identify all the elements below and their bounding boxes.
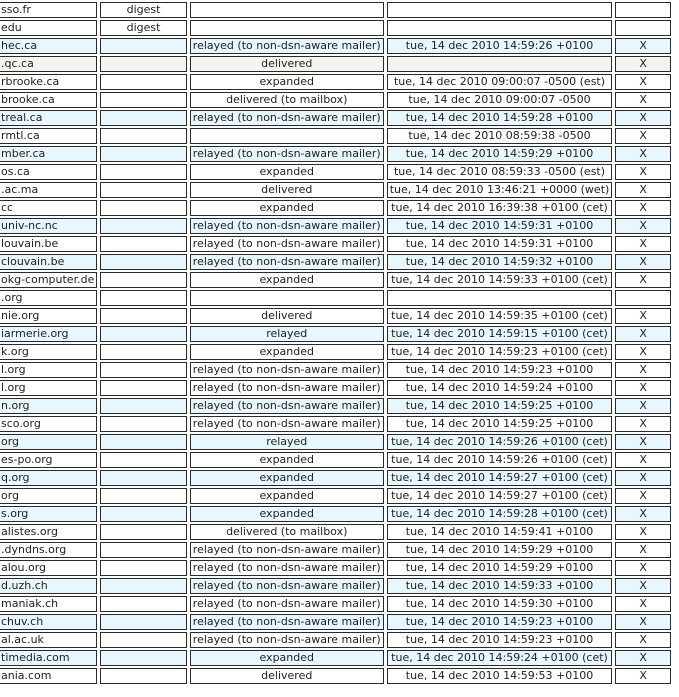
domain-cell: alou.org <box>0 560 97 576</box>
domain-cell: univ-nc.nc <box>0 218 97 234</box>
date-cell <box>387 56 613 72</box>
table-row <box>0 110 671 126</box>
mark-cell: X <box>615 326 671 342</box>
delivery-mode-cell: digest <box>100 20 186 36</box>
delivery-mode-cell <box>100 56 186 72</box>
table-row <box>0 200 671 216</box>
date-cell: tue, 14 dec 2010 14:59:25 +0100 <box>387 398 613 414</box>
status-cell: relayed (to non-dsn-aware mailer) <box>190 614 384 630</box>
delivery-mode-cell <box>100 524 186 540</box>
mark-cell: X <box>615 344 671 360</box>
status-cell: relayed (to non-dsn-aware mailer) <box>190 146 384 162</box>
date-cell: tue, 14 dec 2010 14:59:27 +0100 (cet) <box>387 470 613 486</box>
status-cell: relayed (to non-dsn-aware mailer) <box>190 542 384 558</box>
status-cell: expanded <box>190 74 384 90</box>
table-row <box>0 164 671 180</box>
delivery-mode-cell <box>100 488 186 504</box>
date-cell <box>387 20 613 36</box>
delivery-mode-cell <box>100 362 186 378</box>
status-cell: expanded <box>190 506 384 522</box>
status-cell: relayed (to non-dsn-aware mailer) <box>190 416 384 432</box>
status-cell: delivered <box>190 182 384 198</box>
date-cell: tue, 14 dec 2010 14:59:31 +0100 <box>387 236 613 252</box>
domain-cell: sco.org <box>0 416 97 432</box>
status-cell: delivered (to mailbox) <box>190 524 384 540</box>
domain-cell: iarmerie.org <box>0 326 97 342</box>
date-cell: tue, 14 dec 2010 14:59:26 +0100 <box>387 38 613 54</box>
mark-cell <box>615 20 671 36</box>
mark-cell: X <box>615 614 671 630</box>
mark-cell: X <box>615 146 671 162</box>
mark-cell: X <box>615 398 671 414</box>
mark-cell: X <box>615 164 671 180</box>
status-cell: relayed (to non-dsn-aware mailer) <box>190 560 384 576</box>
delivery-mode-cell <box>100 614 186 630</box>
mark-cell: X <box>615 452 671 468</box>
delivery-mode-cell <box>100 182 186 198</box>
domain-cell: d.uzh.ch <box>0 578 97 594</box>
table-row <box>0 614 671 630</box>
mark-cell: X <box>615 632 671 648</box>
delivery-mode-cell <box>100 146 186 162</box>
table-row <box>0 632 671 648</box>
domain-cell: .ac.ma <box>0 182 97 198</box>
delivery-mode-cell <box>100 164 186 180</box>
mark-cell: X <box>615 200 671 216</box>
mark-cell: X <box>615 362 671 378</box>
date-cell: tue, 14 dec 2010 14:59:41 +0100 <box>387 524 613 540</box>
date-cell: tue, 14 dec 2010 14:59:26 +0100 (cet) <box>387 434 613 450</box>
table-row <box>0 2 671 18</box>
status-cell: expanded <box>190 470 384 486</box>
table-row <box>0 56 671 72</box>
delivery-mode-cell <box>100 290 186 306</box>
table-row <box>0 542 671 558</box>
table-row <box>0 560 671 576</box>
domain-cell: treal.ca <box>0 110 97 126</box>
status-cell: relayed (to non-dsn-aware mailer) <box>190 578 384 594</box>
table-row <box>0 434 671 450</box>
table-body <box>0 2 671 684</box>
delivery-mode-cell <box>100 128 186 144</box>
domain-cell: louvain.be <box>0 236 97 252</box>
delivery-mode-cell <box>100 74 186 90</box>
mark-cell: X <box>615 560 671 576</box>
delivery-mode-cell <box>100 560 186 576</box>
mark-cell: X <box>615 92 671 108</box>
mark-cell: X <box>615 110 671 126</box>
date-cell: tue, 14 dec 2010 14:59:30 +0100 <box>387 596 613 612</box>
table-row <box>0 578 671 594</box>
domain-cell: sso.fr <box>0 2 97 18</box>
status-cell: expanded <box>190 344 384 360</box>
table-row <box>0 470 671 486</box>
delivery-mode-cell <box>100 542 186 558</box>
delivery-mode-cell <box>100 578 186 594</box>
domain-cell: okg-computer.de <box>0 272 97 288</box>
domain-cell: brooke.ca <box>0 92 97 108</box>
mark-cell: X <box>615 74 671 90</box>
delivery-mode-cell <box>100 632 186 648</box>
mark-cell: X <box>615 668 671 684</box>
table-row <box>0 272 671 288</box>
mark-cell <box>615 290 671 306</box>
mark-cell: X <box>615 308 671 324</box>
delivery-mode-cell <box>100 470 186 486</box>
domain-cell: n.org <box>0 398 97 414</box>
table-row <box>0 488 671 504</box>
mark-cell: X <box>615 182 671 198</box>
table-row <box>0 308 671 324</box>
table-row <box>0 254 671 270</box>
table-row <box>0 380 671 396</box>
mark-cell: X <box>615 488 671 504</box>
date-cell: tue, 14 dec 2010 14:59:25 +0100 <box>387 416 613 432</box>
date-cell: tue, 14 dec 2010 14:59:24 +0100 <box>387 380 613 396</box>
table-row <box>0 506 671 522</box>
date-cell: tue, 14 dec 2010 09:00:07 -0500 (est) <box>387 74 613 90</box>
date-cell: tue, 14 dec 2010 14:59:32 +0100 <box>387 254 613 270</box>
mark-cell: X <box>615 38 671 54</box>
status-cell: relayed (to non-dsn-aware mailer) <box>190 596 384 612</box>
delivery-mode-cell <box>100 452 186 468</box>
mark-cell: X <box>615 380 671 396</box>
status-cell: expanded <box>190 164 384 180</box>
table-row <box>0 20 671 36</box>
domain-cell: os.ca <box>0 164 97 180</box>
mark-cell: X <box>615 524 671 540</box>
table-row <box>0 290 671 306</box>
date-cell <box>387 2 613 18</box>
table-row <box>0 596 671 612</box>
delivery-mode-cell <box>100 650 186 666</box>
status-cell: delivered <box>190 308 384 324</box>
domain-cell: .dyndns.org <box>0 542 97 558</box>
delivery-mode-cell <box>100 434 186 450</box>
domain-cell: l.org <box>0 362 97 378</box>
status-cell: relayed (to non-dsn-aware mailer) <box>190 380 384 396</box>
table-row <box>0 182 671 198</box>
mark-cell: X <box>615 578 671 594</box>
date-cell: tue, 14 dec 2010 14:59:29 +0100 <box>387 560 613 576</box>
mark-cell: X <box>615 542 671 558</box>
delivery-mode-cell <box>100 326 186 342</box>
table-row <box>0 236 671 252</box>
status-cell: relayed <box>190 326 384 342</box>
status-cell: delivered <box>190 56 384 72</box>
table-row <box>0 398 671 414</box>
status-cell: expanded <box>190 272 384 288</box>
domain-cell: alistes.org <box>0 524 97 540</box>
status-cell: relayed (to non-dsn-aware mailer) <box>190 110 384 126</box>
table-row <box>0 650 671 666</box>
table-row <box>0 362 671 378</box>
date-cell: tue, 14 dec 2010 14:59:23 +0100 <box>387 362 613 378</box>
delivery-mode-cell <box>100 344 186 360</box>
status-cell: expanded <box>190 452 384 468</box>
delivery-mode-cell <box>100 380 186 396</box>
domain-cell: rbrooke.ca <box>0 74 97 90</box>
table-row <box>0 416 671 432</box>
domain-cell: k.org <box>0 344 97 360</box>
domain-cell: q.org <box>0 470 97 486</box>
mark-cell <box>615 2 671 18</box>
delivery-mode-cell <box>100 110 186 126</box>
date-cell: tue, 14 dec 2010 14:59:26 +0100 (cet) <box>387 452 613 468</box>
mark-cell: X <box>615 596 671 612</box>
table-row <box>0 668 671 684</box>
domain-cell: org <box>0 488 97 504</box>
date-cell: tue, 14 dec 2010 14:59:29 +0100 <box>387 542 613 558</box>
delivery-mode-cell <box>100 272 186 288</box>
delivery-mode-cell <box>100 236 186 252</box>
delivery-mode-cell <box>100 200 186 216</box>
date-cell: tue, 14 dec 2010 08:59:38 -0500 <box>387 128 613 144</box>
table-row <box>0 146 671 162</box>
status-cell <box>190 290 384 306</box>
domain-cell: es-po.org <box>0 452 97 468</box>
status-cell: relayed <box>190 434 384 450</box>
domain-cell: s.org <box>0 506 97 522</box>
mark-cell: X <box>615 272 671 288</box>
date-cell: tue, 14 dec 2010 14:59:23 +0100 <box>387 614 613 630</box>
domain-cell: hec.ca <box>0 38 97 54</box>
mark-cell: X <box>615 56 671 72</box>
table-row <box>0 128 671 144</box>
status-cell: delivered <box>190 668 384 684</box>
date-cell: tue, 14 dec 2010 14:59:27 +0100 (cet) <box>387 488 613 504</box>
mark-cell: X <box>615 650 671 666</box>
table-row <box>0 92 671 108</box>
date-cell: tue, 14 dec 2010 14:59:33 +0100 (cet) <box>387 272 613 288</box>
domain-cell: edu <box>0 20 97 36</box>
domain-cell: mber.ca <box>0 146 97 162</box>
date-cell: tue, 14 dec 2010 14:59:15 +0100 (cet) <box>387 326 613 342</box>
table-row <box>0 326 671 342</box>
status-cell: relayed (to non-dsn-aware mailer) <box>190 254 384 270</box>
delivery-mode-cell <box>100 668 186 684</box>
mark-cell: X <box>615 218 671 234</box>
status-cell: expanded <box>190 650 384 666</box>
domain-cell: rmtl.ca <box>0 128 97 144</box>
table-row <box>0 218 671 234</box>
date-cell: tue, 14 dec 2010 16:39:38 +0100 (cet) <box>387 200 613 216</box>
table-row <box>0 524 671 540</box>
date-cell: tue, 14 dec 2010 14:59:29 +0100 <box>387 146 613 162</box>
status-cell <box>190 128 384 144</box>
domain-cell: al.ac.uk <box>0 632 97 648</box>
date-cell: tue, 14 dec 2010 14:59:24 +0100 (cet) <box>387 650 613 666</box>
status-cell <box>190 2 384 18</box>
domain-cell: ania.com <box>0 668 97 684</box>
status-cell: relayed (to non-dsn-aware mailer) <box>190 218 384 234</box>
table-row <box>0 452 671 468</box>
domain-cell: timedia.com <box>0 650 97 666</box>
table-row <box>0 38 671 54</box>
mark-cell: X <box>615 254 671 270</box>
status-cell: relayed (to non-dsn-aware mailer) <box>190 632 384 648</box>
mark-cell: X <box>615 416 671 432</box>
domain-cell: clouvain.be <box>0 254 97 270</box>
mark-cell: X <box>615 470 671 486</box>
date-cell: tue, 14 dec 2010 14:59:23 +0100 (cet) <box>387 344 613 360</box>
date-cell: tue, 14 dec 2010 14:59:33 +0100 <box>387 578 613 594</box>
domain-cell: org <box>0 434 97 450</box>
delivery-mode-cell <box>100 218 186 234</box>
date-cell: tue, 14 dec 2010 14:59:23 +0100 <box>387 632 613 648</box>
domain-cell: l.org <box>0 380 97 396</box>
delivery-mode-cell <box>100 416 186 432</box>
date-cell: tue, 14 dec 2010 14:59:28 +0100 <box>387 110 613 126</box>
domain-cell: .org <box>0 290 97 306</box>
domain-cell: chuv.ch <box>0 614 97 630</box>
delivery-mode-cell <box>100 308 186 324</box>
delivery-mode-cell <box>100 398 186 414</box>
domain-cell: nie.org <box>0 308 97 324</box>
date-cell: tue, 14 dec 2010 09:00:07 -0500 <box>387 92 613 108</box>
status-cell: relayed (to non-dsn-aware mailer) <box>190 236 384 252</box>
status-cell: expanded <box>190 488 384 504</box>
status-cell: relayed (to non-dsn-aware mailer) <box>190 362 384 378</box>
table-row <box>0 344 671 360</box>
status-cell: expanded <box>190 200 384 216</box>
delivery-mode-cell: digest <box>100 2 186 18</box>
mark-cell: X <box>615 128 671 144</box>
date-cell <box>387 290 613 306</box>
delivery-mode-cell <box>100 506 186 522</box>
mark-cell: X <box>615 434 671 450</box>
status-cell: relayed (to non-dsn-aware mailer) <box>190 398 384 414</box>
date-cell: tue, 14 dec 2010 14:59:31 +0100 <box>387 218 613 234</box>
domain-cell: .qc.ca <box>0 56 97 72</box>
delivery-mode-cell <box>100 38 186 54</box>
status-cell: delivered (to mailbox) <box>190 92 384 108</box>
table-row <box>0 74 671 90</box>
status-cell <box>190 20 384 36</box>
date-cell: tue, 14 dec 2010 13:46:21 +0000 (wet) <box>387 182 613 198</box>
mark-cell: X <box>615 506 671 522</box>
date-cell: tue, 14 dec 2010 08:59:33 -0500 (est) <box>387 164 613 180</box>
status-cell: relayed (to non-dsn-aware mailer) <box>190 38 384 54</box>
delivery-mode-cell <box>100 254 186 270</box>
date-cell: tue, 14 dec 2010 14:59:28 +0100 (cet) <box>387 506 613 522</box>
mark-cell: X <box>615 236 671 252</box>
date-cell: tue, 14 dec 2010 14:59:53 +0100 <box>387 668 613 684</box>
domain-cell: cc <box>0 200 97 216</box>
delivery-mode-cell <box>100 92 186 108</box>
domain-cell: maniak.ch <box>0 596 97 612</box>
delivery-mode-cell <box>100 596 186 612</box>
date-cell: tue, 14 dec 2010 14:59:35 +0100 (cet) <box>387 308 613 324</box>
